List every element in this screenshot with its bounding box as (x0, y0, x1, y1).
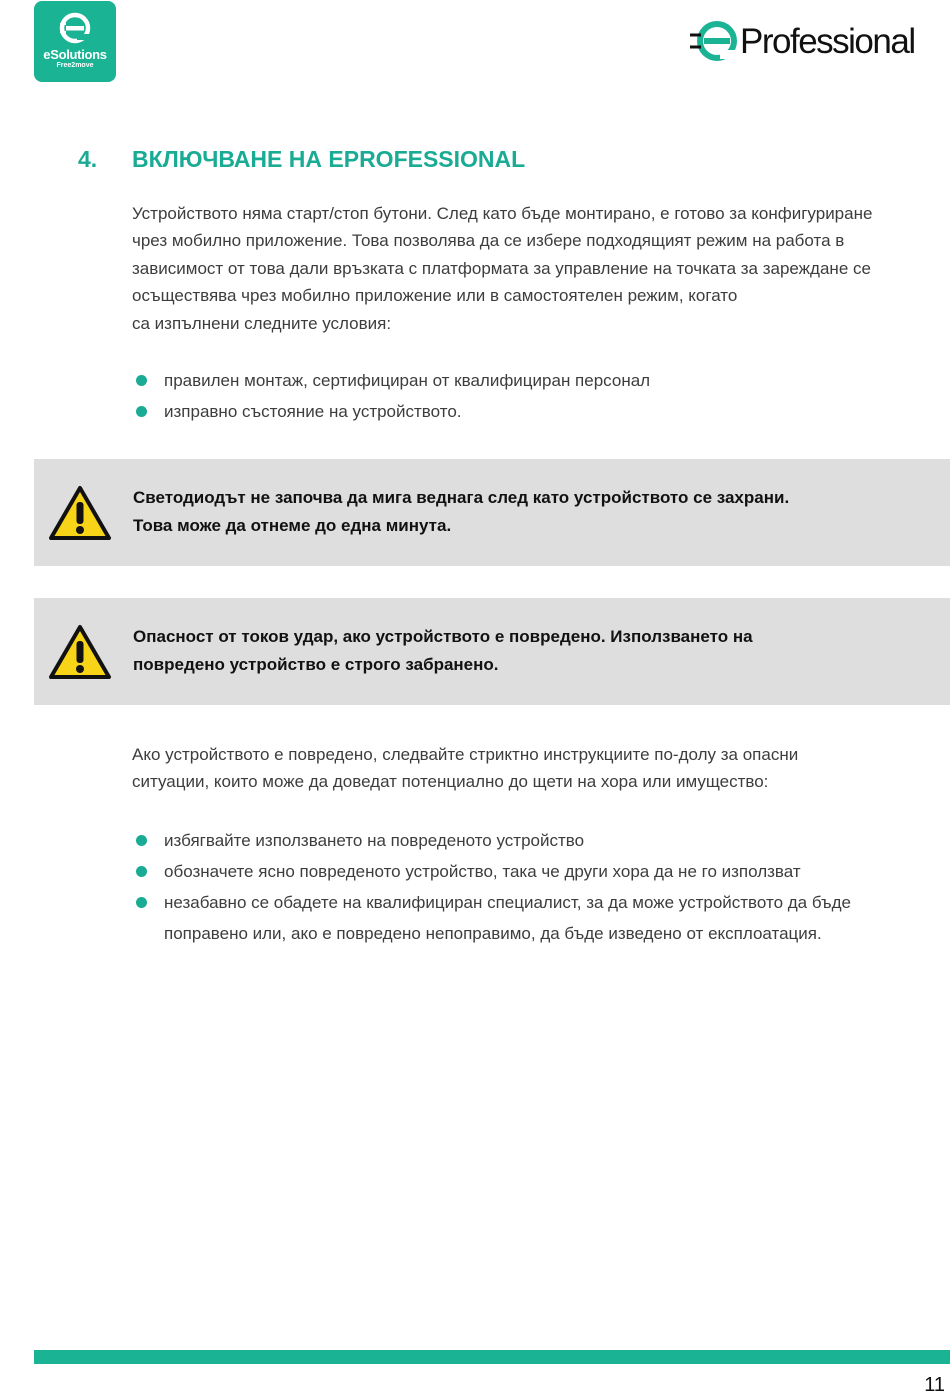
list-item (132, 887, 950, 949)
warning-box-shock (34, 598, 950, 705)
damage-line: Ако устройството е повредено, следвайте стриктно инструкциите по-долу за опасни (132, 745, 799, 764)
intro-paragraph (132, 200, 950, 337)
list-item-text: правилен монтаж, сертифициран от квалифициран персонал (164, 371, 651, 390)
esolutions-e-plug-icon (57, 10, 93, 46)
eprofessional-e-plug-icon (688, 18, 740, 64)
intro-line: зависимост от това дали връзката с платформата за управление на точката за зареждане се (132, 258, 871, 278)
eprofessional-logo-text: Professional (740, 22, 915, 61)
conditions-list (132, 365, 950, 427)
eprofessional-logo (688, 16, 950, 66)
warning-triangle-icon (48, 624, 112, 680)
warning-line: Опасност от токов удар, ако устройството е повредено. Използването на (133, 627, 753, 646)
list-item-text: незабавно се обадете на квалифициран специалист, за да може устройството да бъде (164, 893, 852, 912)
bullet-dot-icon (136, 406, 147, 417)
warning-box-led (34, 459, 950, 566)
esolutions-logo-text: eSolutions (43, 47, 107, 62)
list-item (132, 856, 950, 887)
bullet-dot-icon (136, 866, 147, 877)
list-item (132, 825, 950, 856)
section-heading (78, 146, 525, 173)
list-item (132, 365, 950, 396)
warning-line: Това може да отнеме до една минута. (133, 515, 452, 535)
esolutions-logo-subtext: Free2move (56, 62, 94, 69)
warning-text (133, 484, 938, 539)
page-number: 11 (924, 1374, 945, 1396)
intro-line: са изпълнени следните условия: (132, 313, 392, 333)
warning-text (133, 623, 938, 678)
section-number: 4. (78, 146, 98, 172)
bullet-dot-icon (136, 835, 147, 846)
warning-line: Светодиодът не започва да мига веднага след като устройството се захрани. (133, 488, 790, 507)
list-item (132, 396, 950, 427)
actions-list (132, 825, 950, 949)
bullet-dot-icon (136, 375, 147, 386)
list-item-text: изправно състояние на устройството. (164, 402, 462, 421)
section-title: ВКЛЮЧВАНЕ НА EPROFESSIONAL (132, 146, 526, 172)
warning-line: повредено устройство е строго забранено. (133, 654, 499, 674)
damage-line: ситуации, които може да доведат потенциално до щети на хора или имущество: (132, 772, 769, 792)
esolutions-logo (34, 1, 116, 82)
list-item-text: поправено или, ако е повредено непоправимо, да бъде изведено от експлоатация. (164, 924, 822, 943)
intro-line: чрез мобилно приложение. Това позволява да се избере подходящият режим на работа в (132, 231, 845, 251)
list-item-text: обозначете ясно повреденото устройство, така че други хора да не го използват (164, 862, 801, 881)
list-item-text: избягвайте използването на повреденото устройство (164, 831, 585, 850)
intro-line: осъществява чрез мобилно приложение или в самостоятелен режим, когато (132, 286, 738, 306)
footer-bar (34, 1350, 950, 1364)
warning-triangle-icon (48, 485, 112, 541)
damage-paragraph (132, 741, 950, 796)
intro-line: Устройството няма старт/стоп бутони. След като бъде монтирано, е готово за конфигуриране (132, 204, 873, 223)
bullet-dot-icon (136, 897, 147, 908)
